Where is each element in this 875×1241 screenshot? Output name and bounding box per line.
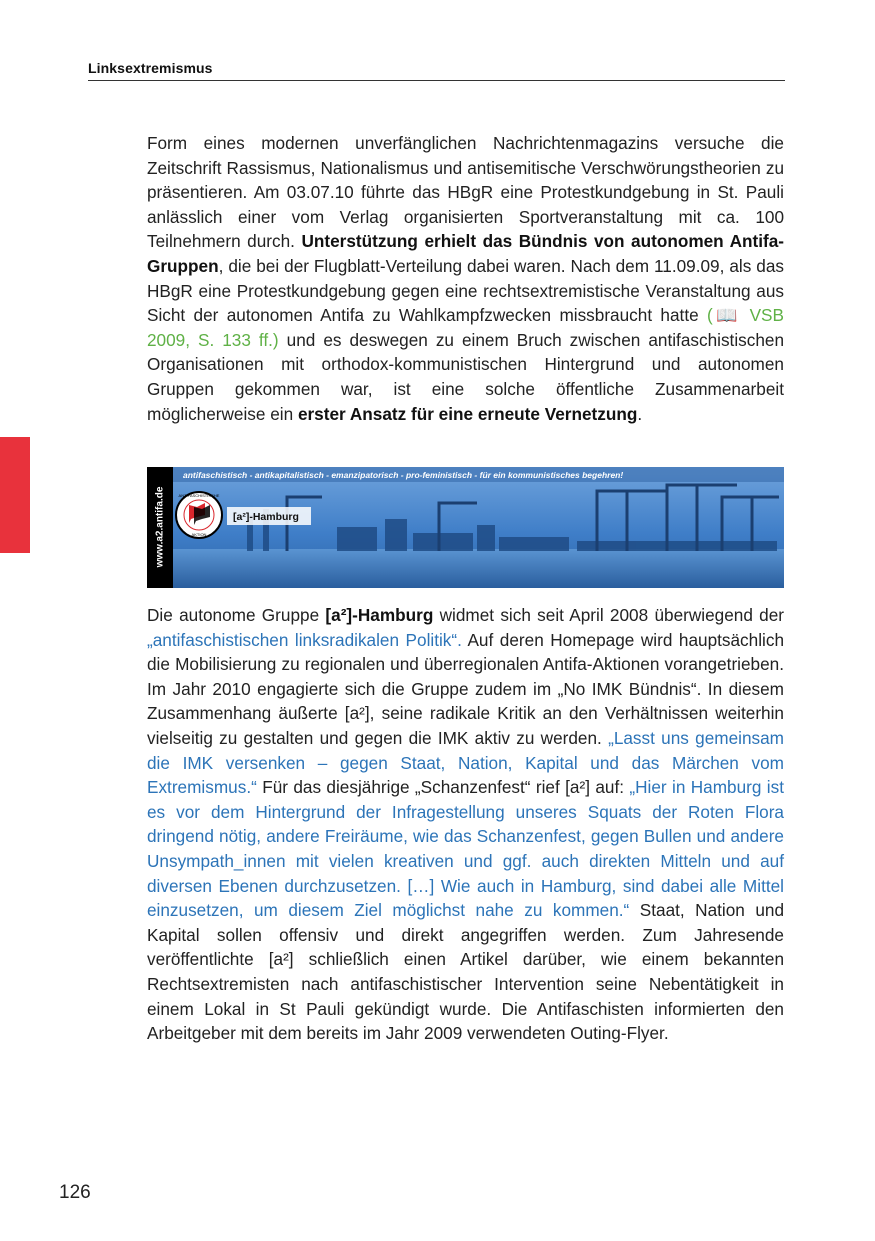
paragraph-text: widmet sich seit April 2008 überwiegend der	[433, 605, 784, 625]
banner-tagline: antifaschistisch - antikapitalistisch - emanzipatorisch - pro-feministisch - für ein kommunistisches begehren!	[183, 470, 624, 480]
body-paragraph-2	[147, 603, 784, 1046]
banner-water	[147, 549, 784, 588]
antifa-logo	[176, 492, 222, 538]
body-paragraph-1	[147, 131, 784, 426]
quotation: „Hier in Hamburg ist es vor dem Hintergrund der Infragestellung unseres Squats der Roten Flora dringend nötig, andere Freiräume, wie das Schanzenfest, gegen Bullen und andere Unsympath_innen mit vielen kreativen und ggf. auch direkten Mitteln und auf diversen Ebenen durchzusetzen. […] Wie auch in Hamburg, sind dabei alle Mittel einzusetzen, um diesem Ziel möglichst nahe zu kommen.“	[147, 777, 784, 921]
group-label: [a²]-Hamburg	[233, 511, 299, 523]
logo-text-bottom: AKTION	[191, 532, 207, 537]
paragraph-text: .	[637, 403, 643, 424]
paragraph-text: , die bei der Flugblatt-Verteilung dabei waren. Nach dem 11.09.09, als das HBgR eine Protestkundgebung gegen eine rechtsextremistische Veranstaltung aus Sicht der autonomen Antifa zu Wahlkampfzwecken missbraucht hatte	[147, 255, 784, 326]
logo-text-top: ANTIFASCHISTISCHE	[178, 493, 220, 498]
quotation: „antifaschistischen linksradikalen Politik“.	[147, 629, 462, 650]
running-head-section-title: Linksextremismus	[88, 60, 785, 81]
bold-emphasis: erster Ansatz für eine erneute Vernetzung	[297, 403, 638, 424]
paragraph-text: Die autonome Gruppe	[147, 605, 326, 625]
quotation: „Lasst uns gemeinsam die IMK versenken – gegen Staat, Nation, Kapital und das Märchen vom Extremismus.“	[147, 727, 784, 798]
bold-emphasis: [a²]-Hamburg	[325, 605, 434, 625]
paragraph-text: Auf deren Homepage wird hauptsächlich die Mobilisierung zu regionalen und überregionalen Antifa-Aktionen vorangetrieben. Im Jahr 2010 engagierte sich die Gruppe zudem im „No IMK Bündnis“. In diesem Zusammenhang äußerte [a²], seine radikale Kritik an den Verhältnissen weiterhin vielseitig zu gestalten und gegen die IMK aktiv zu werden.	[147, 629, 784, 748]
paragraph-text: und es deswegen zu einem Bruch zwischen antifaschistischen Organisationen mit orthodox-kommunistischen Hintergrund und autonomen Gruppen gekommen war, ist eine solche öffentliche Zusammenarbeit möglicherweise ein	[147, 329, 785, 424]
banner-site-url: www.a2.antifa.de	[154, 486, 166, 568]
cross-reference-link[interactable]: (📖 VSB 2009, S. 133 ff.)	[147, 305, 784, 350]
page-number: 126	[59, 1182, 91, 1203]
paragraph-text: Für das diesjährige „Schanzenfest“ rief [a²] auf:	[256, 777, 630, 798]
group-banner-image	[147, 467, 784, 588]
bold-emphasis: Unterstützung erhielt das Bündnis von autonomen Antifa-Gruppen	[147, 231, 784, 276]
paragraph-text: Form eines modernen unverfänglichen Nachrichtenmagazins versuche die Zeitschrift Rassismus, Nationalismus und antisemitische Verschwörungstheorien zu präsentieren. Am 03.07.10 führte das HBgR eine Protestkundgebung in St. Pauli anlässlich einer vom Verlag organisierten Sportveranstaltung mit ca. 100 Teilnehmern durch.	[147, 133, 784, 252]
paragraph-text: Staat, Nation und Kapital sollen offensiv und direkt angegriffen werden. Zum Jahresende veröffentlichte [a²] schließlich einen Artikel darüber, wie einem bekannten Rechtsextremisten nach antifaschistischer Intervention seine Nebentätigkeit in einem Lokal in St Pauli gekündigt wurde. Die Antifaschisten informierten den Arbeitgeber mit dem bereits im Jahr 2009 verwendeten Outing-Flyer.	[147, 900, 785, 1044]
chapter-marker-tab	[0, 437, 30, 553]
